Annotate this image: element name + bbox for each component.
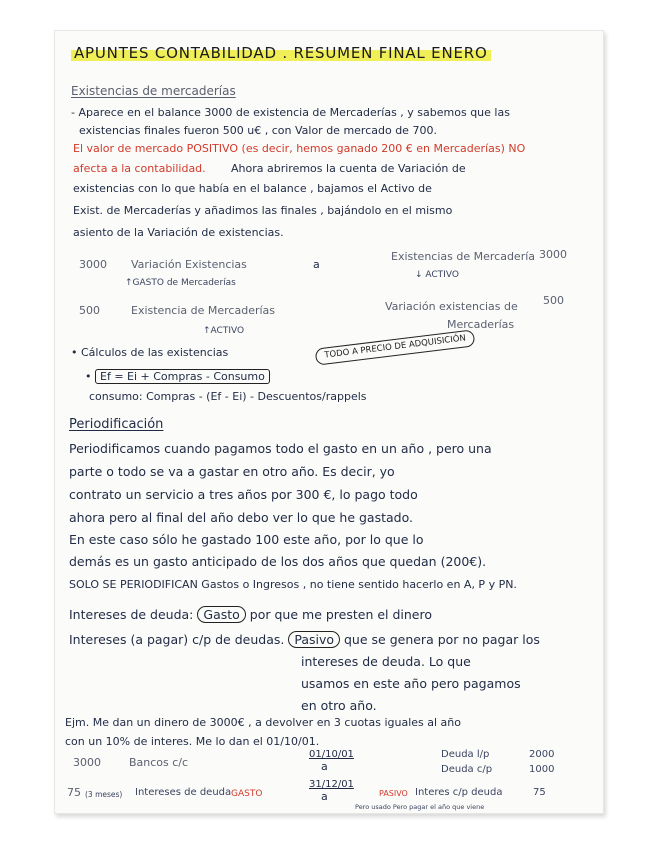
entry-debit-account: Existencia de Mercaderías [131, 304, 276, 317]
asiento-months: (3 meses) [85, 790, 123, 799]
entry-credit-amount: 3000 [539, 248, 567, 261]
text-line: parte o todo se va a gastar en otro año. Es decir, yo [69, 464, 395, 479]
gasto-circled: Gasto [197, 606, 245, 623]
asiento-amount: 75 [67, 786, 81, 799]
formula-ef-box: Ef = Ei + Compras - Consumo [95, 369, 270, 384]
text-line: existencias finales fueron 500 u€ , con Valor de mercado de 700. [79, 124, 437, 137]
section-heading-existencias: Existencias de mercaderías [71, 84, 236, 98]
entry-amount: 3000 [79, 258, 107, 271]
formula-ef [85, 369, 270, 385]
intereses-cp-label: Intereses (a pagar) c/p de deudas. [69, 632, 285, 647]
bullet-icon: • [85, 370, 92, 383]
text-line: contrato un servicio a tres años por 300 €, lo pago todo [69, 487, 418, 502]
asiento-note: Pero usado Pero pagar el año que viene [355, 803, 485, 811]
text-line: - Aparece en el balance 3000 de existencia de Mercaderías , y sabemos que las [71, 106, 510, 119]
asiento-credit-1: Deuda l/p [441, 749, 490, 760]
asiento-credit-2-amount: 1000 [529, 764, 555, 775]
gasto-tag: GASTO [231, 789, 263, 799]
intereses-deuda-desc: por que me presten el dinero [249, 607, 433, 622]
text-line-red: afecta a la contabilidad. [73, 162, 206, 175]
entry-debit-account: Variación Existencias [131, 258, 247, 271]
intereses-cp-line [69, 632, 540, 648]
asiento-debit: Intereses de deuda [135, 787, 232, 798]
text-line: existencias con lo que había en el balance , bajamos el Activo de [73, 182, 432, 195]
text-line: intereses de deuda. Lo que [301, 654, 471, 669]
intereses-deuda-label: Intereses de deuda: [69, 607, 194, 622]
text-line: ahora pero al final del año debo ver lo que he gastado. [69, 510, 413, 525]
entry-credit-account: Variación existencias de [385, 300, 518, 313]
text-line: Ahora abriremos la cuenta de Variación de [231, 162, 466, 175]
precio-adquisicion-tag: TODO A PRECIO DE ADQUISICIÓN [315, 329, 476, 365]
entry-credit-amount: 500 [543, 294, 564, 307]
asiento-date: 01/10/01 [309, 749, 354, 760]
ejemplo-line: con un 10% de interes. Me lo dan el 01/10/01. [65, 735, 320, 748]
asiento-amount: 3000 [73, 756, 101, 769]
asiento-debit: Bancos c/c [129, 756, 189, 769]
pasivo-tag: PASIVO [379, 789, 408, 798]
section-heading-periodificacion: Periodificación [69, 417, 164, 432]
entry-credit-account-cont: Mercaderías [447, 318, 515, 331]
entry-a: a [313, 258, 320, 271]
asiento-a: a [321, 760, 328, 773]
calc-label: • Cálculos de las existencias [71, 346, 229, 359]
intereses-deuda-line [69, 607, 432, 623]
text-line: Periodificamos cuando pagamos todo el gasto en un año , pero una [69, 441, 492, 456]
entry-debit-note: ↑GASTO de Mercaderías [125, 278, 236, 288]
text-line: Exist. de Mercaderías y añadimos las finales , bajándolo en el mismo [73, 204, 453, 217]
page-title: APUNTES CONTABILIDAD . RESUMEN FINAL ENERO [71, 43, 491, 63]
asiento-a: a [321, 790, 328, 803]
pasivo-circled: Pasivo [288, 631, 340, 648]
intereses-cp-desc: que se genera por no pagar los [344, 632, 540, 647]
text-line: demás es un gasto anticipado de los dos años que quedan (200€). [69, 554, 487, 569]
text-line: usamos en este año pero pagamos [301, 676, 521, 691]
asiento-credit-1-amount: 2000 [529, 749, 555, 760]
entry-amount: 500 [79, 304, 100, 317]
entry-credit-note: ↓ ACTIVO [415, 270, 459, 280]
text-line: En este caso sólo he gastado 100 este año, por lo que lo [69, 532, 424, 547]
asiento-credit-amount: 75 [533, 787, 546, 798]
text-line: asiento de la Variación de existencias. [73, 226, 284, 239]
text-line-red: El valor de mercado POSITIVO (es decir, hemos ganado 200 € en Mercaderías) NO [73, 142, 526, 155]
text-line: SOLO SE PERIODIFICAN Gastos o Ingresos , no tiene sentido hacerlo en A, P y PN. [69, 578, 517, 591]
formula-consumo: consumo: Compras - (Ef - Ei) - Descuentos/rappels [89, 390, 367, 403]
asiento-date: 31/12/01 [309, 779, 354, 790]
ejemplo-line: Ejm. Me dan un dinero de 3000€ , a devolver en 3 cuotas iguales al año [65, 716, 461, 729]
text-line: en otro año. [301, 698, 377, 713]
asiento-credit-2: Deuda c/p [441, 764, 493, 775]
entry-credit-account: Existencias de Mercadería [391, 250, 536, 263]
entry-debit-note: ↑ACTIVO [203, 326, 245, 336]
notebook-page [54, 30, 604, 814]
asiento-credit: Interes c/p deuda [415, 787, 503, 798]
